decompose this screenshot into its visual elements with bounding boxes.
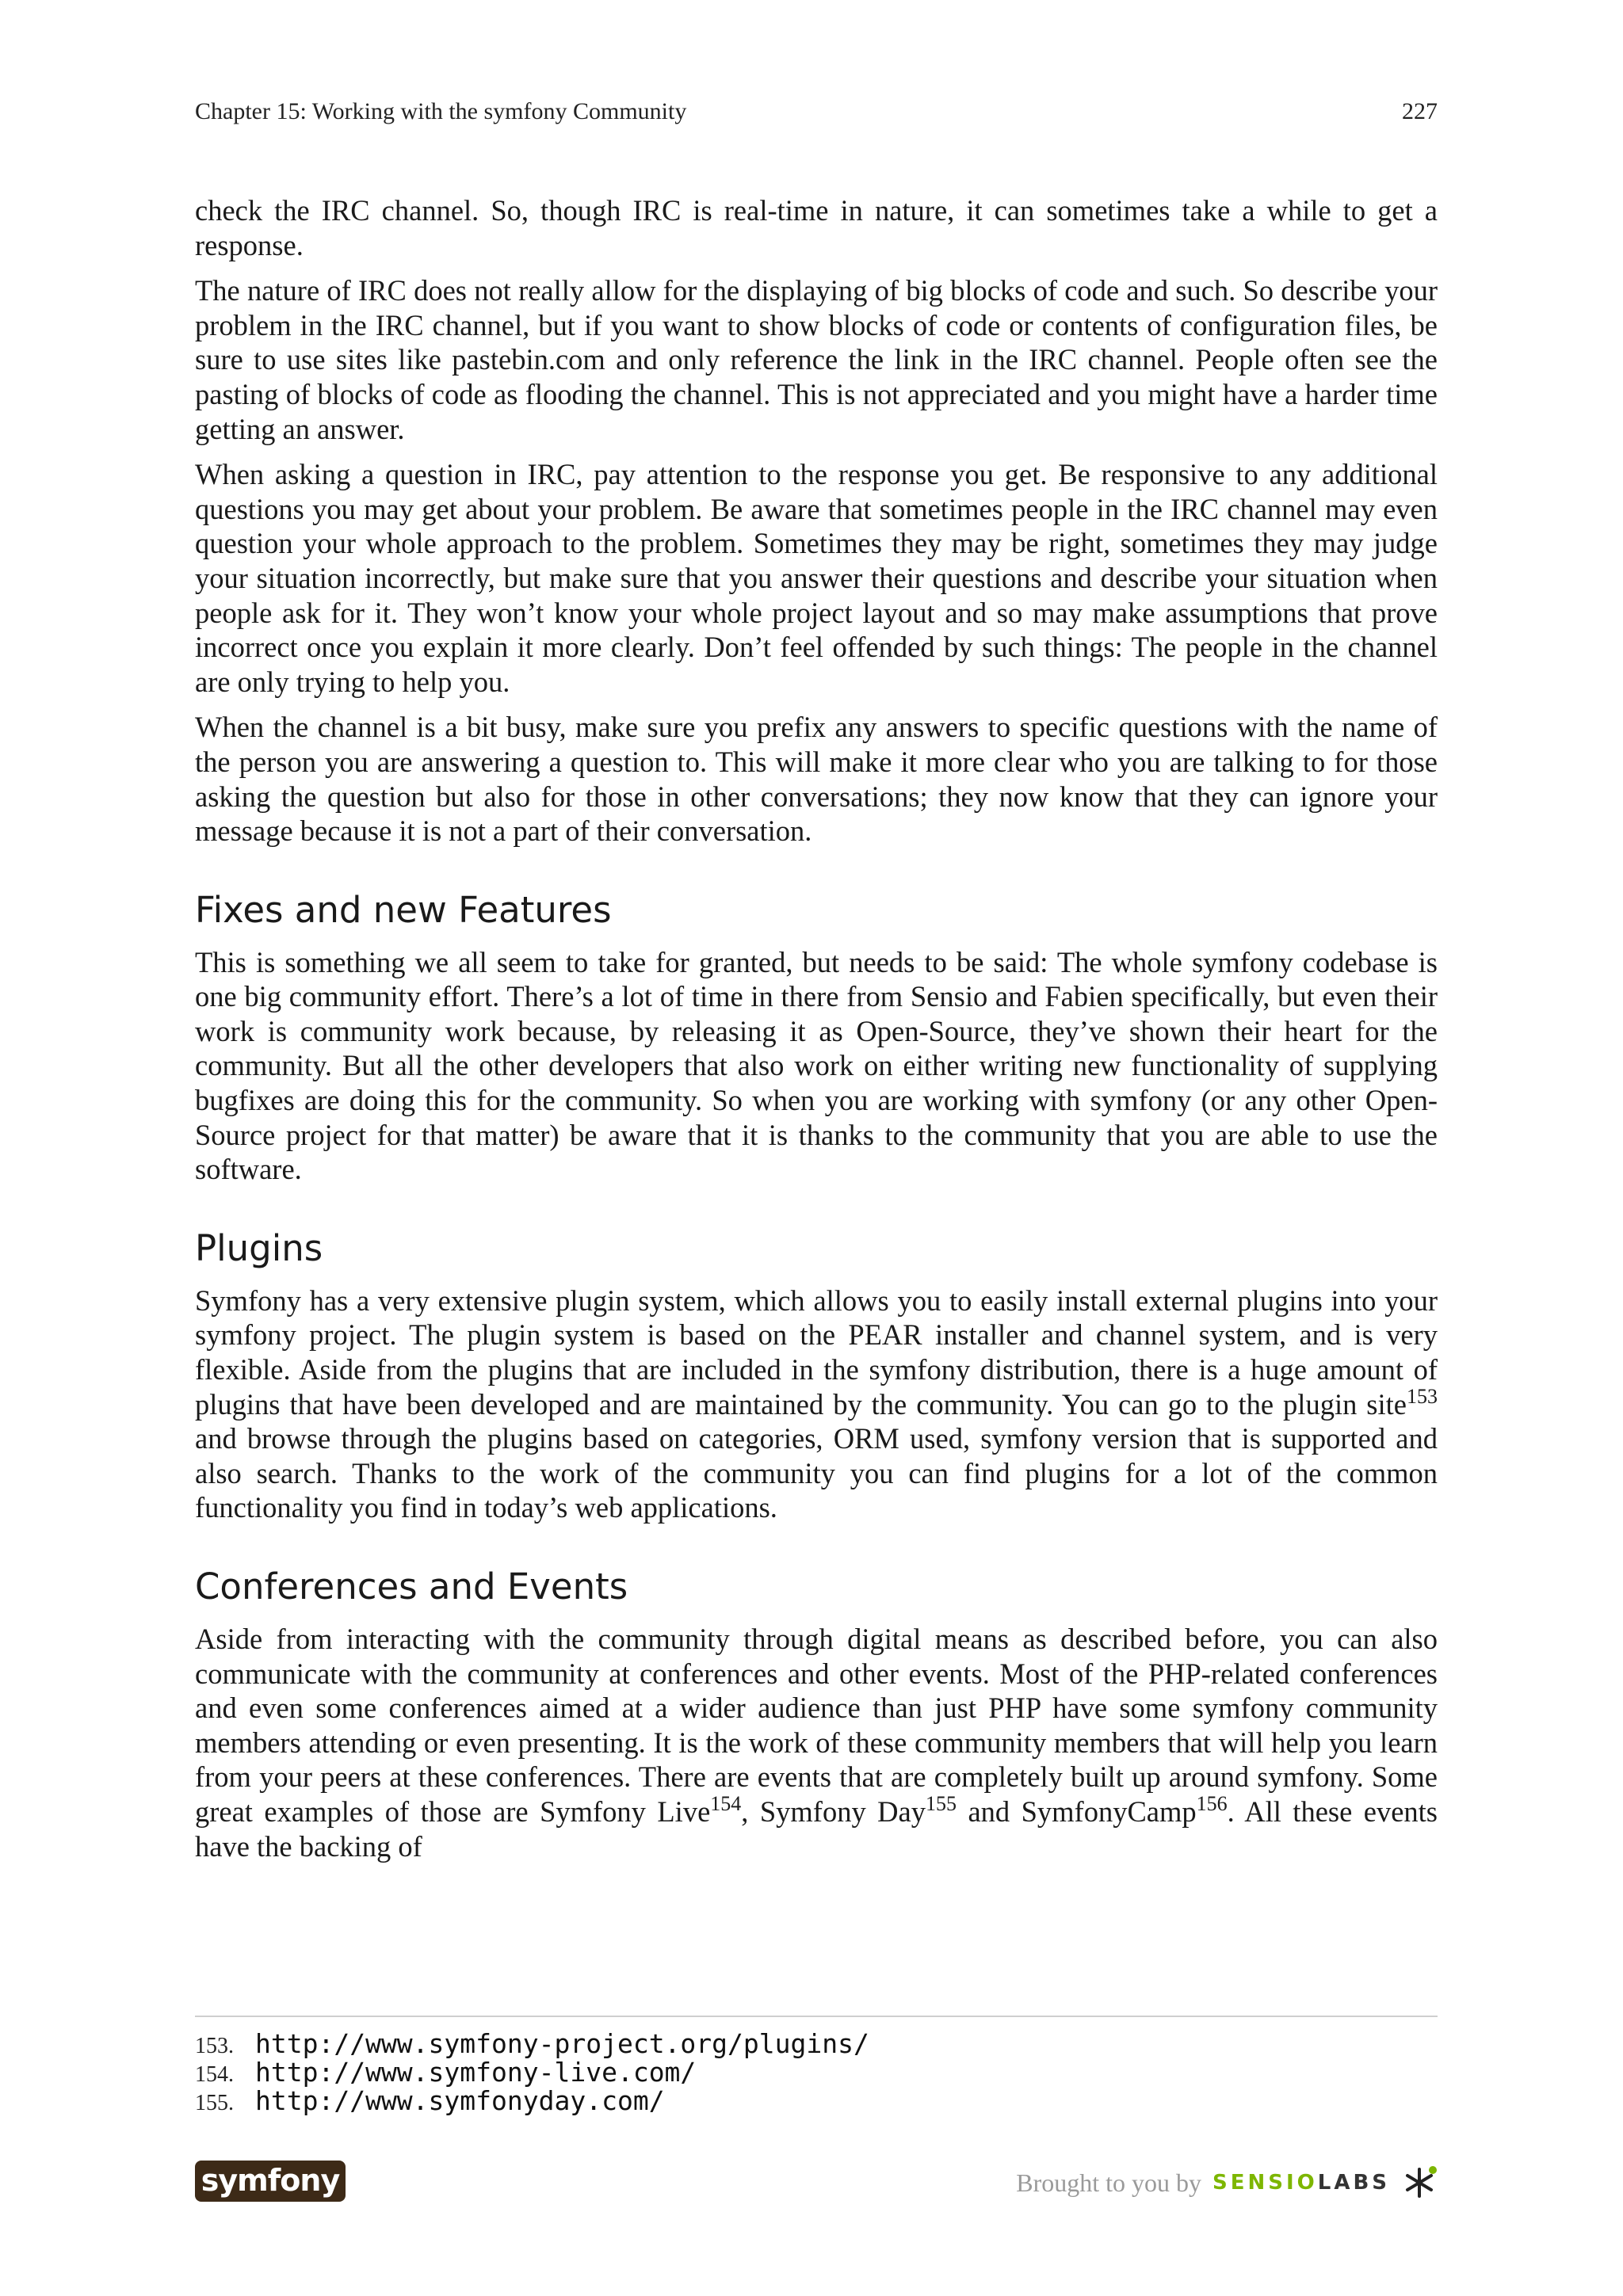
sensiolabs-logo-icon	[1401, 2164, 1438, 2201]
paragraph: check the IRC channel. So, though IRC is real-time in nature, it can sometimes take a while to get a response.	[195, 194, 1438, 261]
footnote-link[interactable]: http://www.symfony-live.com/	[255, 2057, 697, 2088]
footnote	[195, 2085, 1438, 2114]
sensiolabs-credit	[1016, 2165, 1438, 2200]
sensio-text: SENSIO	[1212, 2171, 1318, 2195]
footnote-number: 154.	[195, 2062, 234, 2087]
main-content	[195, 193, 1438, 1875]
section-heading-plugins: Plugins	[195, 1226, 323, 1269]
text-run: . All these events have the backing of	[195, 1794, 1438, 1863]
text-run: Aside from interacting with the community through digital means as described before, you can also communicate with the community at conferences and other events. Most of the PHP-related conferences and even some conferences aimed at a wider audience than just PHP have some symfony community members attending or even presenting. It is the work of these community members that will help you learn from your peers at these conferences. There are events that are completely built up around symfony. Some great examples of those are Symfony Live	[195, 1623, 1438, 1828]
symfony-logo: symfony	[195, 2161, 346, 2202]
sensiolabs-wordmark	[1212, 2171, 1390, 2195]
footnote	[195, 2057, 1438, 2088]
section-heading-conferences: Conferences and Events	[195, 1566, 628, 1608]
footnote-number: 153.	[195, 2034, 234, 2058]
footnote-link[interactable]: http://www.symfonyday.com/	[255, 2085, 665, 2116]
text-run: and browse through the plugins based on categories, ORM used, symfony version that is supported and also search. Thanks to the work of the community you can find plugins for a lot of the common functionality you find in today’s web applications.	[195, 1422, 1438, 1524]
page-number: 227	[1402, 98, 1438, 124]
paragraph: When the channel is a bit busy, make sure you prefix any answers to specific questions with the name of the person you are answering a question to. This will make it more clear who you are talking to for those asking the question but also for those in other conversations; they now know that they can ignore your message because it is not a part of their conversation.	[195, 711, 1438, 848]
footnote-number: 155.	[195, 2091, 234, 2115]
brought-by-text: Brought to you by	[1016, 2168, 1202, 2197]
text-run: , Symfony Day	[741, 1794, 926, 1828]
page-footer	[195, 2159, 1438, 2206]
footnote-ref[interactable]: 155	[925, 1791, 957, 1815]
paragraph: When asking a question in IRC, pay attention to the response you get. Be responsive to any additional questions you may get about your problem. Be aware that sometimes people in the IRC channel may even question your whole approach to the problem. Sometimes they may be right, sometimes they may judge your situation incorrectly, but make sure that you answer their questions and describe your situation when people ask for it. They won’t know your whole project layout and so may make assumptions that prove incorrect once you explain it more clearly. Don’t feel offended by such things: The people in the channel are only trying to help you.	[195, 458, 1438, 698]
footnotes	[195, 2016, 1438, 2114]
footnote-ref[interactable]: 154	[710, 1791, 742, 1815]
paragraph: The nature of IRC does not really allow for the displaying of big blocks of code and such. So describe your problem in the IRC channel, but if you want to show blocks of code or contents of configuration files, be sure to use sites like pastebin.com and only reference the link in the IRC channel. People often see the pasting of blocks of code as flooding the channel. This is not appreciated and you might have a harder time getting an answer.	[195, 274, 1438, 445]
footnote-link[interactable]: http://www.symfony-project.org/plugins/	[255, 2028, 869, 2059]
labs-text: LABS	[1317, 2171, 1390, 2195]
running-header	[195, 98, 1438, 130]
paragraph: This is something we all seem to take for granted, but needs to be said: The whole symfony codebase is one big community effort. There’s a lot of time in there from Sensio and Fabien specifically, but even their work is community work because, by releasing it as Open-Source, they’ve shown their heart for the community. But all the other developers that also work on either writing new functionality of supplying bugfixes are doing this for the community. So when you are working with symfony (or any other Open-Source project for that matter) be aware that it is thanks to the community that you are able to use the software.	[195, 945, 1438, 1186]
text-run: Symfony has a very extensive plugin system, which allows you to easily install external plugins into your symfony project. The plugin system is based on the PEAR installer and channel system, and is very flexible. Aside from the plugins that are included in the symfony distribution, there is a huge amount of plugins that have been developed and are maintained by the community. You can go to the plugin site	[195, 1283, 1438, 1421]
paragraph	[195, 1622, 1438, 1863]
footnote	[195, 2028, 1438, 2057]
footnote-ref[interactable]: 153	[1407, 1384, 1438, 1408]
paragraph	[195, 1283, 1438, 1525]
footnote-ref[interactable]: 156	[1196, 1791, 1228, 1815]
section-heading-fixes: Fixes and new Features	[195, 888, 612, 931]
chapter-title: Chapter 15: Working with the symfony Community	[195, 98, 687, 124]
text-run: and SymfonyCamp	[956, 1794, 1197, 1828]
